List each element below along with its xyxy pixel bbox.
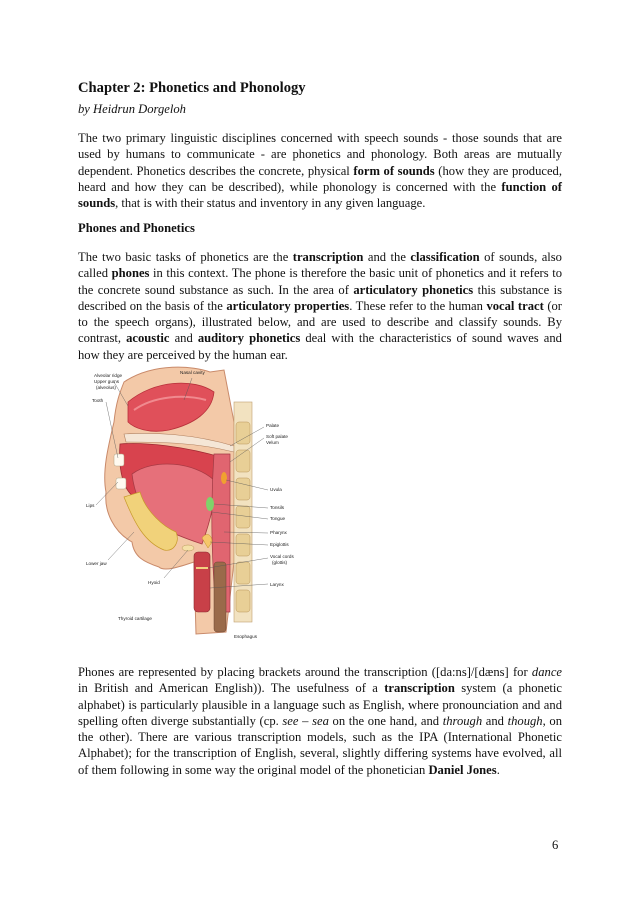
section-heading: Phones and Phonetics	[78, 221, 195, 235]
label-glottis: (glottis)	[272, 560, 288, 565]
label-epiglottis: Epiglottis	[270, 542, 289, 547]
label-tongue: Tongue	[270, 516, 286, 521]
label-thyroid-cartilage: Thyroid cartilage	[118, 616, 152, 621]
vocal-tract-illustration	[84, 362, 306, 643]
label-lips: Lips	[86, 503, 95, 508]
label-lower-jaw: Lower jaw	[86, 561, 107, 566]
label-hyoid: Hyoid	[148, 580, 160, 585]
label-tonsils: Tonsils	[270, 505, 285, 510]
page-number: 6	[552, 838, 559, 852]
label-larynx: Larynx	[270, 582, 284, 587]
paragraph-phones: The two basic tasks of phonetics are the transcription and the classification of sounds, also called phones in this context. The phone is therefore the basic unit of phonetics and it refers to the concrete sound substance as such. In the area of articulatory phonetics this substance is described on the basis of the articulatory properties. These refer to the human vocal tract (or to the speech organs), illustrated below, and are used to describe and classify sounds. By contrast, acoustic and auditory phonetics deal with the characteristics of sound waves and how they are perceived by the human ear.	[78, 250, 563, 362]
label-alveolar-ridge: Alveolar ridge	[94, 373, 123, 378]
label-pharynx: Pharynx	[270, 530, 287, 535]
label-velum: Velum	[266, 440, 279, 445]
label-uvula: Uvula	[270, 487, 282, 492]
label-nasal-cavity: Nasal cavity	[180, 370, 205, 375]
label-upper-gums: Upper gums	[94, 379, 120, 384]
label-palate: Palate	[266, 423, 280, 428]
chapter-title: Chapter 2: Phonetics and Phonology	[78, 80, 306, 96]
paragraph-intro: The two primary linguistic disciplines concerned with speech sounds - those sounds that are used by humans to communicate - are phonetics and phonology. Both areas are mutually dependent. Phonetics describes the concrete, physical form of sounds (how they are produced, heard and how they can be described), while phonology is concerned with the function of sounds, that is with their status and inventory in any given language.	[78, 131, 562, 211]
label-vocal-cords: Vocal cords	[270, 554, 294, 559]
label-alveolus: (alveolus)	[96, 385, 116, 390]
paragraph-transcription: Phones are represented by placing brackets around the transcription ([da:ns]/[dæns] for dance in British and American English)). The usefulness of a transcription system (a phonetic alphabet) is particularly plausible in a language such as English, where pronounciation and and spelling often diverge substantially (cp. see – sea on the one hand, and through and though, on the other). There are various transcription models, such as the IPA (International Phonetic Alphabet); for the transcription of English, several, slightly differing systems have evolved, all of them following in some way the original model of the phonetician Daniel Jones.	[78, 665, 563, 777]
label-tooth: Tooth	[92, 398, 104, 403]
chapter-author: by Heidrun Dorgeloh	[78, 102, 186, 116]
label-soft-palate: Soft palate	[266, 434, 288, 439]
label-esophagus: Esophagus	[234, 634, 257, 639]
